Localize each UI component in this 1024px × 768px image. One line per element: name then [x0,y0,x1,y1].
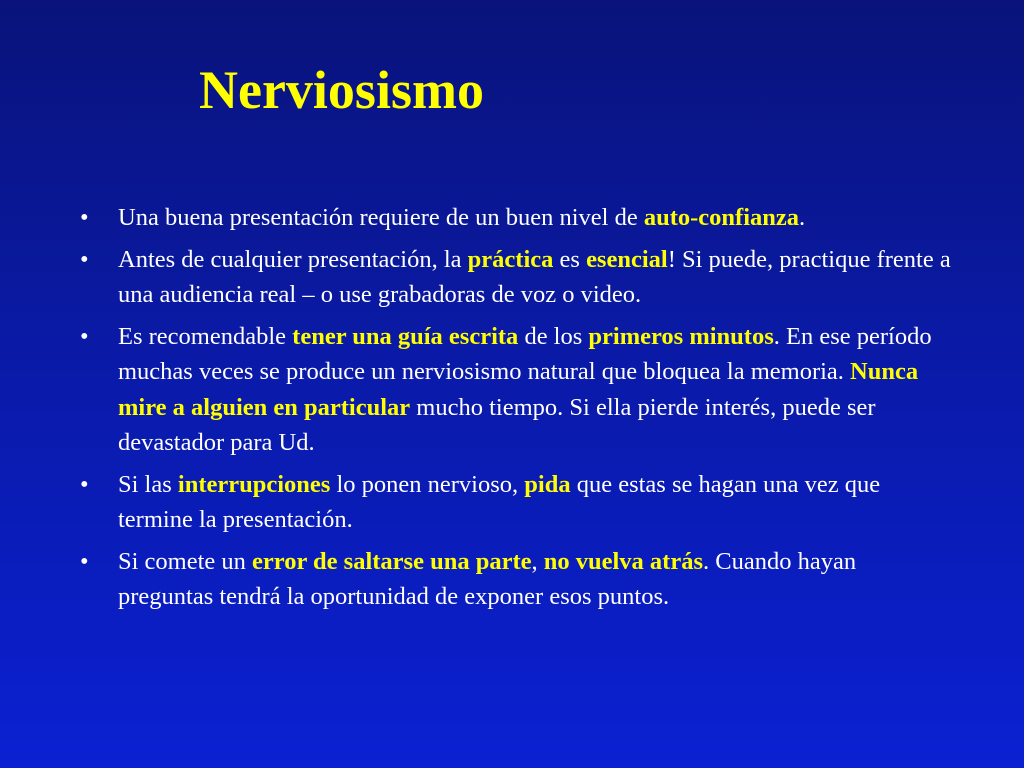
highlighted-text: Nunca mire a alguien en particular [118,358,919,421]
bullet-text: . En ese período muchas veces se produce un nerviosismo natural que bloquea la memoria. [118,322,932,385]
highlighted-text: auto-confianza [643,204,800,231]
bullet-text: que estas se hagan una vez que termine la presentación. [118,470,881,533]
bullet-item [74,200,954,236]
bullet-item [74,319,954,461]
bullet-item [74,242,954,313]
slide-title: Nerviosismo [199,60,484,120]
bullet-text: de los [518,322,589,350]
highlighted-text: interrupciones [177,470,331,498]
bullet-text: . Cuando hayan preguntas tendrá la oportunidad de exponer esos puntos. [118,547,857,610]
highlighted-text: pida [524,470,571,498]
bullet-dot-icon: • [80,322,89,350]
bullet-text: , [531,547,544,575]
bullet-text: lo ponen nervioso, [330,470,525,498]
bullet-text: . [799,204,806,231]
bullet-dot-icon: • [80,245,89,273]
bullet-text: Una buena presentación requiere de un buen nivel de [118,204,644,231]
bullet-item [74,544,954,615]
bullet-item [74,467,954,538]
bullet-text: es [553,245,587,273]
highlighted-text: primeros minutos [588,322,774,350]
bullet-text: Es recomendable [118,322,293,350]
highlighted-text: práctica [467,245,554,273]
bullet-text: ! Si puede, practique frente a una audiencia real – o use grabadoras de voz o video. [118,245,951,308]
bullet-text: mucho tiempo. Si ella pierde interés, puede ser devastador para Ud. [118,393,876,456]
highlighted-text: tener una guía escrita [292,322,519,350]
bullet-list [74,200,954,621]
bullet-text: Si comete un [118,547,253,575]
highlighted-text: error de saltarse una parte [252,547,532,575]
bullet-dot-icon: • [80,204,89,231]
highlighted-text: no vuelva atrás [543,547,703,575]
bullet-text: Antes de cualquier presentación, la [118,245,468,273]
bullet-dot-icon: • [80,470,89,498]
bullet-dot-icon: • [80,547,89,575]
bullet-text: Si las [118,470,178,498]
highlighted-text: esencial [586,245,668,273]
